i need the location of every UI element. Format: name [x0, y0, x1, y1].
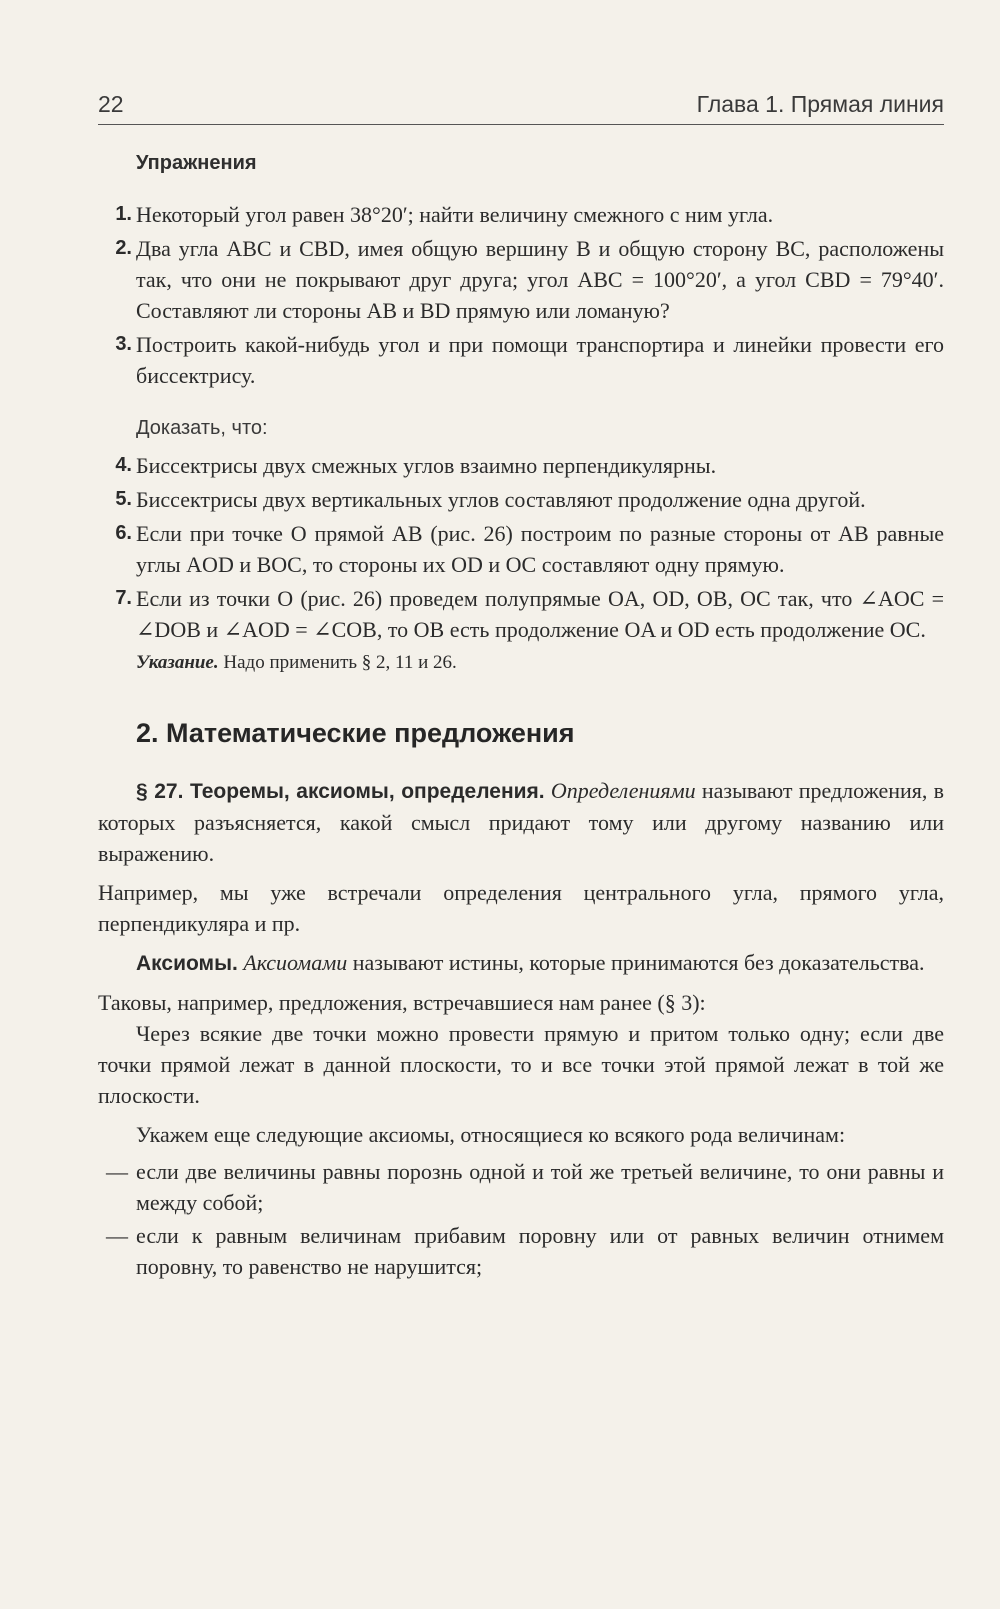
page-number: 22	[98, 91, 124, 117]
exercise-text: Если из точки O (рис. 26) проведем полупрямые OA, OD, OB, OC так, что ∠AOC = ∠DOB и ∠AOD = ∠COB, то OB есть продолжение OA и OD есть продолжение OC.	[136, 586, 944, 642]
exercise-text: Если при точке O прямой AB (рис. 26) построим по разные стороны от AB равные углы AOD и BOC, то стороны их OD и OC составляют одну прямую.	[136, 521, 944, 577]
exercise-text: Построить какой-нибудь угол и при помощи транспортира и линейки провести его биссектрису.	[136, 332, 944, 388]
term-definitions: Определениями	[550, 778, 696, 803]
exercise-text: Биссектрисы двух вертикальных углов составляют продолжение одна другой.	[136, 487, 866, 512]
list-item-text: если к равным величинам прибавим поровну или от равных величин отнимем поровну, то равенство не нарушится;	[136, 1223, 944, 1279]
exercise-item	[98, 329, 944, 391]
exercise-number: 3.	[115, 333, 132, 355]
exercise-number: 1.	[115, 203, 132, 225]
more-axioms-paragraph: Укажем еще следующие аксиомы, относящиеся ко всякого рода величинам:	[136, 1122, 846, 1147]
exercise-number: 2.	[115, 237, 132, 259]
exercise-item	[98, 233, 944, 326]
exercise-text: Два угла ABC и CBD, имея общую вершину B и общую сторону BC, расположены так, что они не покрывают друг друга; угол ABC = 100°20′, а угол CBD = 79°40′. Составляют ли стороны AB и BD прямую или ломаную?	[136, 236, 944, 323]
axiom-list	[98, 1156, 944, 1282]
prove-list	[98, 450, 944, 645]
example-paragraph: Например, мы уже встречали определения центрального угла, прямого угла, перпендикуляра и пр.	[98, 880, 944, 936]
axioms-text: называют истины, которые принимаются без доказательства.	[352, 950, 925, 975]
page-body	[98, 142, 944, 1284]
exercise-text: Некоторый угол равен 38°20′; найти величину смежного с ним угла.	[136, 202, 774, 227]
exercise-number: 4.	[115, 454, 132, 476]
running-title: Глава 1. Прямая линия	[696, 91, 944, 117]
hint-label: Указание.	[136, 652, 219, 673]
dash-marker: —	[106, 1223, 128, 1248]
hint-text: Надо применить § 2, 11 и 26.	[223, 652, 457, 673]
hint	[98, 648, 944, 678]
exercise-number: 7.	[115, 587, 132, 609]
dash-marker: —	[106, 1159, 128, 1184]
exercise-number: 6.	[115, 522, 132, 544]
exercise-text: Биссектрисы двух смежных углов взаимно перпендикулярны.	[136, 453, 717, 478]
such-paragraph: Таковы, например, предложения, встречавшиеся нам ранее (§ 3):	[98, 990, 706, 1015]
section-heading: 2. Математические предложения	[136, 718, 575, 748]
paragraph-27-text: называют предложения, в которых разъясняется, какой смысл придают тому или другому названию или выражению.	[98, 778, 945, 866]
axioms-heading: Аксиомы.	[136, 952, 238, 975]
exercise-list	[98, 199, 944, 391]
list-item	[98, 1220, 944, 1282]
page-header	[98, 88, 944, 125]
exercise-item	[98, 199, 944, 230]
exercise-item	[98, 484, 944, 515]
list-item	[98, 1156, 944, 1218]
list-item-text: если две величины равны порознь одной и той же третьей величине, то они равны и между собой;	[136, 1159, 944, 1215]
term-axioms: Аксиомами	[243, 950, 348, 975]
paragraph-27	[98, 775, 944, 869]
through-paragraph: Через всякие две точки можно провести прямую и притом только одну; если две точки прямой лежат в данной плоскости, то и все точки этой прямой лежат в той же плоскости.	[98, 1021, 944, 1108]
paragraph-27-heading: § 27. Теоремы, аксиомы, определения.	[136, 780, 545, 803]
axioms-paragraph	[98, 947, 944, 979]
exercise-item	[98, 450, 944, 481]
prove-label: Доказать, что:	[136, 417, 268, 439]
exercise-item	[98, 583, 944, 645]
exercise-number: 5.	[115, 488, 132, 510]
exercises-title: Упражнения	[136, 152, 257, 174]
exercise-item	[98, 518, 944, 580]
